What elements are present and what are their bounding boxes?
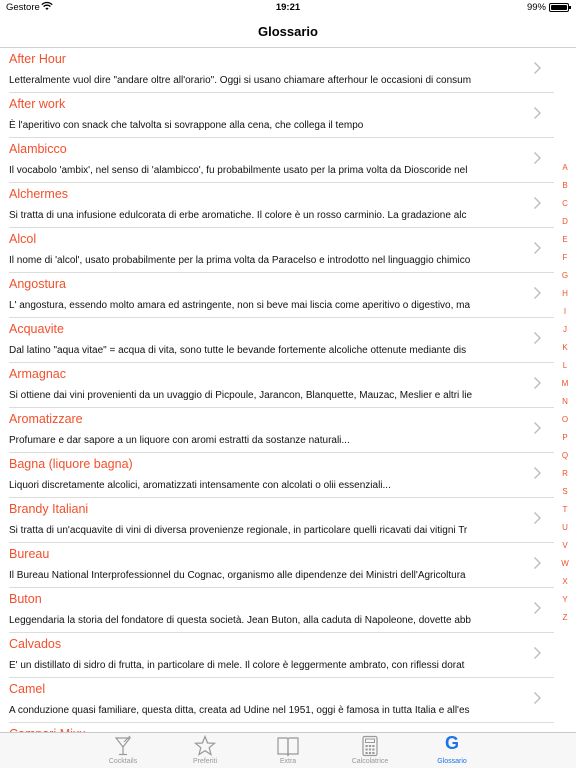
battery-percentage: 99%: [526, 2, 546, 13]
glossary-definition: Profumare e dar sapore a un liquore con aromi estratti da sostanze naturali...: [9, 435, 350, 446]
glossary-term: Bureau: [9, 547, 50, 561]
chevron-right-icon: [533, 421, 542, 435]
glossary-row[interactable]: [0, 588, 576, 633]
index-letter[interactable]: G: [561, 271, 569, 280]
glossary-row[interactable]: [0, 228, 576, 273]
tab-preferiti[interactable]: [165, 733, 245, 769]
status-bar: [0, 0, 576, 16]
chevron-right-icon: [533, 376, 542, 390]
glossary-definition: L' angostura, essendo molto amara ed astringente, non si beve mai liscia come aperitivo o digestivo, ma: [9, 300, 471, 311]
page-title: Glossario: [258, 24, 318, 39]
tab-label: Glossario: [437, 758, 467, 765]
chevron-right-icon: [533, 151, 542, 165]
tab-glossario[interactable]: [412, 733, 492, 769]
glossary-row[interactable]: [0, 453, 576, 498]
index-letter[interactable]: L: [562, 361, 568, 370]
glossary-term: Acquavite: [9, 322, 64, 336]
glossary-row[interactable]: [0, 498, 576, 543]
glossary-definition: Leggendaria la storia del fondatore di questa società. Jean Buton, alla caduta di Napoleone, dovette abb: [9, 615, 471, 626]
glossary-definition: Letteralmente vuol dire "andare oltre all'orario". Oggi si usano chiamare afterhour le occasioni di consum: [9, 75, 472, 86]
chevron-right-icon: [533, 511, 542, 525]
glossary-row[interactable]: [0, 48, 576, 93]
index-letter[interactable]: K: [562, 343, 568, 352]
index-letter[interactable]: O: [561, 415, 569, 424]
tab-label: Cocktails: [108, 758, 138, 765]
glossary-term: Bagna (liquore bagna): [9, 457, 133, 471]
glossary-definition: Si ottiene dai vini provenienti da un uvaggio di Picpoule, Jarancon, Blanquette, Mauzac, Meslier e altri lie: [9, 390, 473, 401]
glossary-term: Alambicco: [9, 142, 67, 156]
glossary-definition: È l'aperitivo con snack che talvolta si sovrappone alla cena, che collega il tempo: [9, 120, 364, 131]
glossary-term: Alcol: [9, 232, 37, 246]
index-letter[interactable]: E: [562, 235, 568, 244]
index-letter[interactable]: A: [562, 163, 568, 172]
chevron-right-icon: [533, 466, 542, 480]
carrier-label: Gestore: [6, 2, 40, 13]
chevron-right-icon: [533, 601, 542, 615]
glossary-term: Aromatizzare: [9, 412, 83, 426]
glossary-row[interactable]: [0, 183, 576, 228]
index-letter[interactable]: C: [562, 199, 568, 208]
chevron-right-icon: [533, 241, 542, 255]
glossary-term: Angostura: [9, 277, 66, 291]
chevron-right-icon: [533, 286, 542, 300]
tab-extra[interactable]: [248, 733, 328, 769]
index-letter[interactable]: U: [562, 523, 568, 532]
index-letter[interactable]: B: [562, 181, 568, 190]
index-letter[interactable]: F: [562, 253, 568, 262]
chevron-right-icon: [533, 331, 542, 345]
glossary-definition: Si tratta di un'acquavite di vini di diversa provenienze regionale, in particolare quelli ricavati dai vitigni Tr: [9, 525, 468, 536]
index-letter[interactable]: N: [562, 397, 568, 406]
g-letter-icon: G: [444, 733, 459, 753]
index-letter[interactable]: W: [561, 559, 569, 568]
glossary-row[interactable]: [0, 633, 576, 678]
star-icon: [193, 735, 217, 757]
glossary-term: Buton: [9, 592, 42, 606]
glossary-term: After Hour: [9, 52, 66, 66]
index-letter[interactable]: D: [562, 217, 568, 226]
glossary-list[interactable]: [0, 48, 576, 732]
glossary-definition: Dal latino "aqua vitae" = acqua di vita, sono tutte le bevande fortemente alcoliche ottenute mediante dis: [9, 345, 467, 356]
glossary-definition: A conduzione quasi familiare, questa ditta, creata ad Udine nel 1951, oggi è famosa in tutta Italia e all'es: [9, 705, 470, 716]
chevron-right-icon: [533, 556, 542, 570]
section-index[interactable]: [558, 159, 572, 627]
glossary-row[interactable]: [0, 273, 576, 318]
tab-cocktails[interactable]: [83, 733, 163, 769]
tab-bar: [0, 732, 576, 768]
index-letter[interactable]: Z: [562, 613, 568, 622]
index-letter[interactable]: M: [561, 379, 569, 388]
glossary-term: After work: [9, 97, 66, 111]
index-letter[interactable]: V: [562, 541, 568, 550]
chevron-right-icon: [533, 691, 542, 705]
index-letter[interactable]: Y: [562, 595, 568, 604]
cocktail-glass-icon: [111, 735, 135, 757]
glossary-term: Camel: [9, 682, 46, 696]
tab-label: Calcolatrice: [351, 758, 389, 765]
clock: 19:21: [275, 2, 301, 13]
glossary-row[interactable]: [0, 138, 576, 183]
chevron-right-icon: [533, 196, 542, 210]
glossary-definition: E' un distillato di sidro di frutta, in particolare di mele. Il colore è leggermente ambrato, con riflessi dorat: [9, 660, 465, 671]
chevron-right-icon: [533, 646, 542, 660]
index-letter[interactable]: Q: [561, 451, 569, 460]
battery-icon: [549, 3, 569, 12]
glossary-term: Brandy Italiani: [9, 502, 89, 516]
chevron-right-icon: [533, 61, 542, 75]
tab-calcolatrice[interactable]: [330, 733, 410, 769]
glossary-row[interactable]: [0, 543, 576, 588]
index-letter[interactable]: T: [562, 505, 568, 514]
glossary-row[interactable]: [0, 93, 576, 138]
index-letter[interactable]: R: [562, 469, 568, 478]
glossary-term: Alchermes: [9, 187, 69, 201]
glossary-definition: Si tratta di una infusione edulcorata di erbe aromatiche. Il colore è un rosso carminio. La gradazione alc: [9, 210, 467, 221]
glossary-term: Armagnac: [9, 367, 66, 381]
book-icon: [276, 735, 300, 757]
glossary-term: Calvados: [9, 637, 62, 651]
glossary-row[interactable]: [0, 318, 576, 363]
index-letter[interactable]: I: [563, 307, 567, 316]
glossary-row[interactable]: [0, 363, 576, 408]
glossary-definition: Il vocabolo 'ambix', nel senso di 'alambicco', fu probabilmente usato per la prima volta da Dioscoride nel: [9, 165, 468, 176]
glossary-definition: Liquori discretamente alcolici, aromatizzati intensamente con alcolati o olii essenziali...: [9, 480, 391, 491]
index-letter[interactable]: X: [562, 577, 568, 586]
index-letter[interactable]: H: [562, 289, 568, 298]
chevron-right-icon: [533, 106, 542, 120]
index-letter[interactable]: S: [562, 487, 568, 496]
index-letter[interactable]: P: [562, 433, 568, 442]
glossary-definition: Il Bureau National Interprofessionnel du Cognac, organismo alle dipendenze dei Ministri dell'Agricoltura: [9, 570, 466, 581]
calculator-icon: [358, 735, 382, 757]
navigation-bar: [0, 16, 576, 48]
glossary-row[interactable]: [0, 678, 576, 723]
tab-label: Preferiti: [192, 758, 218, 765]
index-letter[interactable]: J: [563, 325, 567, 334]
tab-label: Extra: [279, 758, 297, 765]
glossary-row[interactable]: [0, 408, 576, 453]
glossary-definition: Il nome di 'alcol', usato probabilmente per la prima volta da Paracelso e introdotto nel linguaggio chimico: [9, 255, 471, 266]
